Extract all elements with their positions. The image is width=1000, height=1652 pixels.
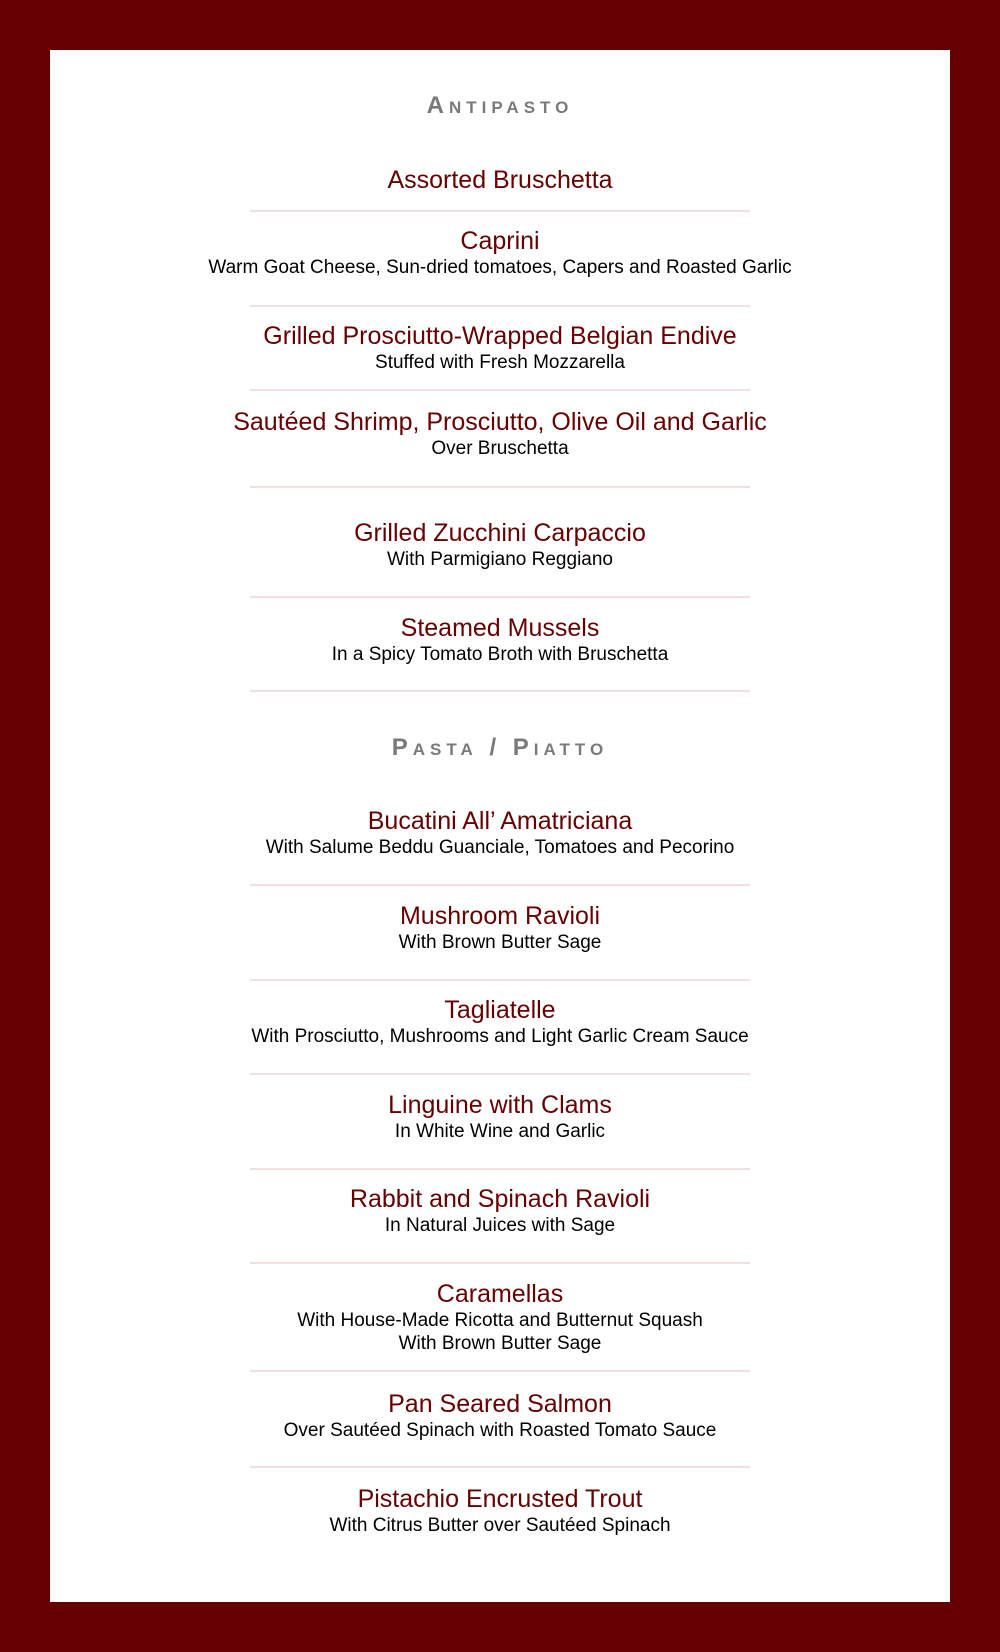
divider: [250, 486, 750, 488]
divider: [250, 884, 750, 886]
menu-item-steamed-mussels: [50, 613, 950, 666]
menu-item-description: With Citrus Butter over Sautéed Spinach: [329, 1515, 671, 1536]
menu-item-description: With Brown Butter Sage: [398, 932, 602, 953]
divider: [250, 389, 750, 391]
menu-item-description: With Salume Beddu Guanciale, Tomatoes and Pecorino: [265, 837, 735, 858]
menu-item-name: Pistachio Encrusted Trout: [357, 1485, 643, 1513]
menu-item-name: Steamed Mussels: [400, 614, 600, 642]
menu-item-description: In Natural Juices with Sage: [384, 1215, 616, 1236]
divider: [250, 1466, 750, 1468]
menu-item-description: With House-Made Ricotta and Butternut Squash: [297, 1310, 703, 1331]
menu-item-description: Over Bruschetta: [431, 438, 569, 459]
divider: [250, 1262, 750, 1264]
menu-item-linguine-with-clams: [50, 1090, 950, 1143]
section-heading-pasta-piatto: Pasta / Piatto: [391, 734, 609, 761]
menu-item-name: Sautéed Shrimp, Prosciutto, Olive Oil and Garlic: [233, 408, 767, 436]
menu-item-description: In a Spicy Tomato Broth with Bruschetta: [331, 644, 669, 665]
menu-item-pan-seared-salmon: [50, 1389, 950, 1442]
divider: [250, 1370, 750, 1372]
menu-item-name: Rabbit and Spinach Ravioli: [349, 1185, 651, 1213]
divider: [250, 1168, 750, 1170]
menu-item-name: Mushroom Ravioli: [399, 902, 601, 930]
menu-item-description: Warm Goat Cheese, Sun-dried tomatoes, Capers and Roasted Garlic: [208, 257, 792, 278]
menu-item-name: Assorted Bruschetta: [387, 166, 613, 194]
menu-item-pistachio-trout: [50, 1484, 950, 1537]
menu-item-caramellas: [50, 1279, 950, 1355]
divider: [250, 210, 750, 212]
menu-item-name: Caramellas: [436, 1280, 564, 1308]
menu-item-rabbit-spinach-ravioli: [50, 1184, 950, 1237]
menu-item-name: Caprini: [460, 227, 540, 255]
menu-item-name: Grilled Prosciutto-Wrapped Belgian Endive: [263, 322, 737, 350]
menu-item-name: Bucatini All’ Amatriciana: [367, 807, 633, 835]
menu-item-assorted-bruschetta: [50, 165, 950, 195]
menu-item-name: Tagliatelle: [444, 996, 556, 1024]
divider: [250, 305, 750, 307]
menu-item-description: With Brown Butter Sage: [398, 1333, 602, 1354]
menu-item-tagliatelle: [50, 995, 950, 1048]
menu-item-description: Over Sautéed Spinach with Roasted Tomato Sauce: [283, 1420, 717, 1441]
divider: [250, 1073, 750, 1075]
menu-item-sauteed-shrimp: [50, 407, 950, 460]
divider: [250, 690, 750, 692]
section-heading-antipasto: Antipasto: [426, 92, 574, 119]
menu-item-name: Pan Seared Salmon: [388, 1390, 612, 1418]
divider: [250, 979, 750, 981]
menu-item-name: Linguine with Clams: [388, 1091, 612, 1119]
menu-item-caprini: [50, 226, 950, 279]
menu-item-bucatini: [50, 806, 950, 859]
menu-item-description: In White Wine and Garlic: [394, 1121, 606, 1142]
menu-item-description: With Parmigiano Reggiano: [386, 549, 613, 570]
menu-item-grilled-zucchini-carpaccio: [50, 518, 950, 571]
menu-item-description: With Prosciutto, Mushrooms and Light Garlic Cream Sauce: [251, 1026, 749, 1047]
menu-item-description: Stuffed with Fresh Mozzarella: [375, 352, 625, 373]
divider: [250, 596, 750, 598]
menu-item-name: Grilled Zucchini Carpaccio: [354, 519, 646, 547]
menu-item-grilled-prosciutto-endive: [50, 321, 950, 374]
menu-item-mushroom-ravioli: [50, 901, 950, 954]
menu-panel: [50, 50, 950, 1602]
